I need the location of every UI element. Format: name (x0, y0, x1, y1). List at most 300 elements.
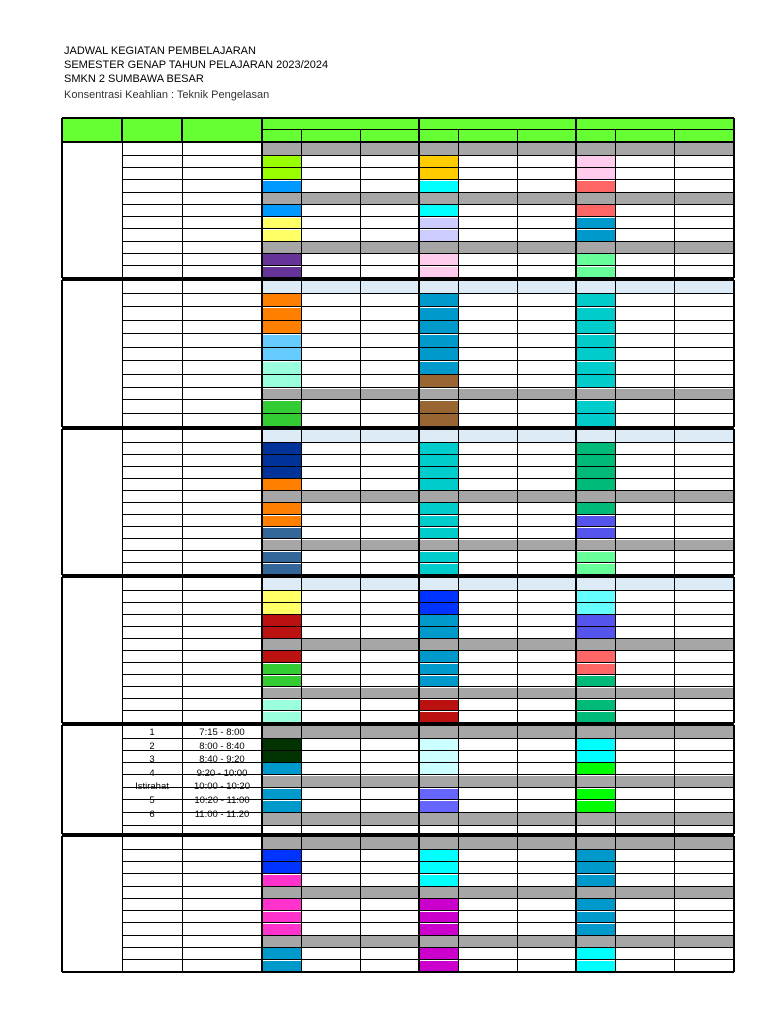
subject-cell (577, 205, 615, 216)
period-number: 2 (149, 740, 155, 752)
subject-cell (577, 294, 615, 307)
column-line (517, 836, 518, 972)
subject-cell (263, 455, 301, 466)
column-line (418, 280, 420, 427)
header-column-line (615, 129, 616, 142)
column-line (615, 280, 616, 427)
subject-cell (577, 924, 615, 935)
column-line (61, 142, 63, 278)
row-line (122, 614, 734, 615)
row-line (122, 179, 734, 180)
row-line (122, 626, 734, 627)
subject-cell (263, 651, 301, 662)
subject-cell (420, 401, 458, 414)
subject-cell (577, 899, 615, 910)
subject-cell (577, 516, 615, 527)
column-line (61, 725, 63, 834)
row-line (122, 293, 734, 294)
subject-cell (577, 615, 615, 626)
column-line (458, 429, 459, 575)
column-line (261, 280, 263, 427)
day-top-border (62, 576, 734, 578)
row-line (122, 550, 734, 551)
column-line (301, 429, 302, 575)
row-line (122, 204, 734, 205)
subject-cell (577, 875, 615, 886)
column-line (418, 836, 420, 972)
subject-cell (420, 348, 458, 361)
break-band (263, 143, 734, 155)
subject-cell (263, 591, 301, 602)
subject-cell (263, 294, 301, 307)
subject-cell (577, 321, 615, 334)
column-line (182, 280, 183, 427)
header-column-line (458, 129, 459, 142)
day-top-border (62, 141, 734, 143)
subject-cell (420, 467, 458, 478)
break-band (263, 540, 734, 551)
row-line (122, 347, 734, 348)
subject-cell (577, 751, 615, 762)
subject-cell (577, 467, 615, 478)
subject-cell (577, 627, 615, 638)
column-line (418, 429, 420, 575)
column-line (61, 577, 63, 723)
break-band (263, 578, 734, 590)
column-line (733, 429, 735, 575)
subject-cell (263, 912, 301, 923)
break-band (263, 776, 734, 788)
subject-cell (577, 401, 615, 414)
subject-cell (420, 516, 458, 527)
subject-cell (263, 789, 301, 800)
break-band (263, 389, 734, 400)
subject-cell (420, 375, 458, 388)
subject-cell (577, 739, 615, 750)
row-line (122, 602, 734, 603)
subject-cell (420, 924, 458, 935)
column-line (733, 836, 735, 972)
row-line (122, 374, 734, 375)
subject-cell (420, 362, 458, 375)
header-column-line (517, 129, 518, 142)
row-line (122, 413, 734, 414)
row-line (122, 650, 734, 651)
column-line (182, 429, 183, 575)
row-line (122, 935, 734, 936)
column-line (458, 577, 459, 723)
subject-cell (577, 763, 615, 774)
subject-cell (263, 467, 301, 478)
subject-cell (420, 664, 458, 675)
subject-cell (263, 205, 301, 216)
subject-cell (577, 503, 615, 514)
row-line (122, 228, 734, 229)
column-line (615, 725, 616, 834)
column-line (360, 142, 361, 278)
header-column-line (301, 129, 302, 142)
subject-cell (420, 862, 458, 873)
row-line (122, 662, 734, 663)
period-number: 1 (149, 727, 155, 738)
header-sub-line (262, 129, 734, 130)
subject-cell (577, 181, 615, 192)
column-line (674, 725, 675, 834)
column-line (122, 577, 123, 723)
column-line (674, 429, 675, 575)
row-line (122, 360, 734, 361)
break-band (263, 688, 734, 699)
subject-cell (577, 156, 615, 167)
period-number: 5 (149, 795, 155, 806)
subject-cell (263, 308, 301, 321)
row-line (122, 686, 734, 687)
row-line (122, 674, 734, 675)
break-band (263, 491, 734, 502)
column-line (733, 577, 735, 723)
subject-cell (577, 700, 615, 711)
subject-cell (420, 948, 458, 959)
column-line (261, 577, 263, 723)
subject-cell (263, 924, 301, 935)
subject-cell (420, 676, 458, 687)
subject-cell (577, 335, 615, 348)
column-line (517, 142, 518, 278)
row-line (122, 947, 734, 948)
column-line (360, 429, 361, 575)
column-line (360, 577, 361, 723)
column-line (182, 836, 183, 972)
column-line (182, 142, 183, 278)
subject-cell (263, 603, 301, 614)
header-top-border (62, 117, 734, 119)
subject-cell (420, 603, 458, 614)
column-line (517, 577, 518, 723)
row-line (122, 825, 734, 826)
subject-cell (420, 850, 458, 861)
subject-cell (420, 168, 458, 179)
day-top-border (62, 724, 734, 726)
subject-cell (263, 850, 301, 861)
subject-cell (420, 181, 458, 192)
column-line (360, 725, 361, 834)
subject-cell (420, 443, 458, 454)
subject-cell (263, 414, 301, 427)
column-line (418, 725, 420, 834)
subject-cell (577, 443, 615, 454)
subject-cell (263, 899, 301, 910)
row-line (122, 861, 734, 862)
period-time: 10:20 - 11:00 (194, 795, 250, 806)
period-number: Istirahat (135, 781, 169, 793)
row-line (122, 514, 734, 515)
column-line (575, 725, 577, 834)
column-line (674, 142, 675, 278)
column-line (458, 836, 459, 972)
column-line (575, 429, 577, 575)
subject-cell (577, 664, 615, 675)
column-line (733, 280, 735, 427)
subject-cell (420, 651, 458, 662)
subject-cell (263, 348, 301, 361)
subject-cell (263, 168, 301, 179)
column-line (674, 836, 675, 972)
subject-cell (577, 168, 615, 179)
row-line (122, 526, 734, 527)
row-line (122, 241, 734, 242)
subject-cell (420, 156, 458, 167)
row-line (122, 442, 734, 443)
header-row (63, 119, 734, 142)
row-line (122, 538, 734, 539)
subject-cell (263, 700, 301, 711)
subject-cell (420, 615, 458, 626)
column-line (122, 836, 123, 972)
header-column-line (575, 118, 577, 142)
column-line (261, 836, 263, 972)
column-line (575, 577, 577, 723)
column-line (182, 577, 183, 723)
column-line (122, 429, 123, 575)
row-line (122, 959, 734, 960)
subject-cell (263, 664, 301, 675)
subject-cell (263, 801, 301, 812)
subject-cell (420, 552, 458, 563)
subject-cell (577, 651, 615, 662)
day-top-border (62, 279, 734, 281)
subject-cell (420, 789, 458, 800)
subject-cell (263, 763, 301, 774)
column-line (733, 142, 735, 278)
subject-cell (263, 156, 301, 167)
column-line (517, 280, 518, 427)
subject-cell (420, 308, 458, 321)
row-line (122, 399, 734, 400)
subject-cell (577, 801, 615, 812)
row-line (122, 886, 734, 887)
subject-cell (263, 375, 301, 388)
subject-cell (263, 627, 301, 638)
row-line (122, 155, 734, 156)
column-line (615, 836, 616, 972)
subject-cell (420, 763, 458, 774)
column-line (301, 142, 302, 278)
row-line (122, 710, 734, 711)
period-time: 9:20 - 10:00 (196, 767, 248, 779)
subject-cell (577, 528, 615, 539)
subject-cell (577, 308, 615, 321)
subject-cell (577, 552, 615, 563)
column-line (674, 280, 675, 427)
row-line (122, 478, 734, 479)
row-line (122, 387, 734, 388)
subject-cell (420, 479, 458, 490)
column-line (61, 280, 63, 427)
header-column-line (418, 118, 420, 142)
subject-cell (263, 948, 301, 959)
row-line (122, 320, 734, 321)
period-time: 10:00 - 10:20 (194, 781, 250, 793)
break-band (263, 242, 734, 253)
column-line (458, 142, 459, 278)
subject-cell (263, 875, 301, 886)
subject-cell (420, 503, 458, 514)
period-number: 3 (149, 754, 155, 766)
subject-cell (420, 205, 458, 216)
subject-cell (577, 254, 615, 265)
column-line (360, 836, 361, 972)
header-column-line (733, 118, 735, 142)
subject-cell (577, 676, 615, 687)
subject-cell (420, 528, 458, 539)
header-column-line (674, 129, 675, 142)
subject-cell (577, 230, 615, 241)
subject-cell (577, 850, 615, 861)
subject-cell (263, 739, 301, 750)
subject-cell (263, 479, 301, 490)
header-column-line (121, 118, 123, 142)
subject-cell (263, 362, 301, 375)
period-number: 4 (149, 767, 155, 779)
column-line (261, 429, 263, 575)
row-line (122, 466, 734, 467)
column-line (301, 280, 302, 427)
subject-cell (420, 218, 458, 229)
subject-cell (577, 414, 615, 427)
column-line (418, 142, 420, 278)
column-line (615, 577, 616, 723)
subject-cell (420, 591, 458, 602)
row-line (122, 333, 734, 334)
subject-cell (263, 401, 301, 414)
subject-cell (263, 254, 301, 265)
subject-cell (420, 700, 458, 711)
subject-cell (577, 362, 615, 375)
subject-cell (577, 348, 615, 361)
subject-cell (420, 321, 458, 334)
break-band (263, 430, 734, 442)
subject-cell (420, 455, 458, 466)
column-line (301, 836, 302, 972)
column-line (360, 280, 361, 427)
row-line (122, 972, 734, 973)
subject-cell (577, 948, 615, 959)
subject-cell (420, 801, 458, 812)
break-band (263, 639, 734, 650)
subject-cell (577, 603, 615, 614)
row-line (122, 167, 734, 168)
column-line (122, 142, 123, 278)
subject-cell (263, 335, 301, 348)
column-line (615, 142, 616, 278)
row-line (122, 562, 734, 563)
subject-cell (263, 181, 301, 192)
period-time: 8:40 - 9:20 (199, 754, 245, 766)
break-band (263, 936, 734, 947)
column-line (733, 725, 735, 834)
subject-cell (263, 615, 301, 626)
row-line (122, 216, 734, 217)
row-line (122, 590, 734, 591)
semester-line: SEMESTER GENAP TAHUN PELAJARAN 2023/2024 (64, 59, 329, 71)
row-line (122, 265, 734, 266)
column-line (458, 280, 459, 427)
subject-cell (263, 503, 301, 514)
break-band (263, 193, 734, 204)
break-band (263, 837, 734, 849)
column-line (517, 429, 518, 575)
subject-cell (420, 294, 458, 307)
subject-cell (420, 899, 458, 910)
document-title: JADWAL KEGIATAN PEMBELAJARAN (64, 45, 256, 57)
row-line (122, 253, 734, 254)
subject-cell (263, 751, 301, 762)
row-line (122, 306, 734, 307)
row-line (122, 910, 734, 911)
row-line (122, 873, 734, 874)
row-line (122, 192, 734, 193)
column-line (301, 725, 302, 834)
row-line (122, 849, 734, 850)
subject-cell (420, 254, 458, 265)
subject-cell (263, 862, 301, 873)
period-time: 11:00 - 11:20 (194, 808, 250, 820)
header-column-line (181, 118, 183, 142)
column-line (61, 836, 63, 972)
column-line (575, 836, 577, 972)
row-line (122, 698, 734, 699)
subject-cell (263, 528, 301, 539)
header-column-line (360, 129, 361, 142)
row-line (122, 898, 734, 899)
subject-cell (263, 443, 301, 454)
subject-cell (263, 676, 301, 687)
column-line (61, 429, 63, 575)
subject-cell (420, 627, 458, 638)
subject-cell (263, 516, 301, 527)
subject-cell (420, 335, 458, 348)
column-line (615, 429, 616, 575)
row-line (122, 922, 734, 923)
subject-cell (577, 862, 615, 873)
subject-cell (577, 479, 615, 490)
break-band (263, 726, 734, 738)
subject-cell (420, 875, 458, 886)
column-line (122, 280, 123, 427)
day-top-border (62, 835, 734, 837)
subject-cell (263, 321, 301, 334)
subject-cell (263, 230, 301, 241)
subject-cell (420, 751, 458, 762)
skill-concentration: Konsentrasi Keahlian : Teknik Pengelasan (64, 89, 270, 101)
column-line (575, 142, 577, 278)
column-line (458, 725, 459, 834)
subject-cell (577, 218, 615, 229)
school-name: SMKN 2 SUMBAWA BESAR (64, 73, 204, 85)
column-line (575, 280, 577, 427)
subject-cell (420, 230, 458, 241)
column-line (674, 577, 675, 723)
period-number: 6 (149, 808, 155, 820)
subject-cell (577, 591, 615, 602)
day-top-border (62, 428, 734, 430)
break-band (263, 887, 734, 898)
subject-cell (420, 739, 458, 750)
subject-cell (263, 218, 301, 229)
subject-cell (577, 375, 615, 388)
header-column-line (261, 118, 263, 142)
row-line (122, 490, 734, 491)
